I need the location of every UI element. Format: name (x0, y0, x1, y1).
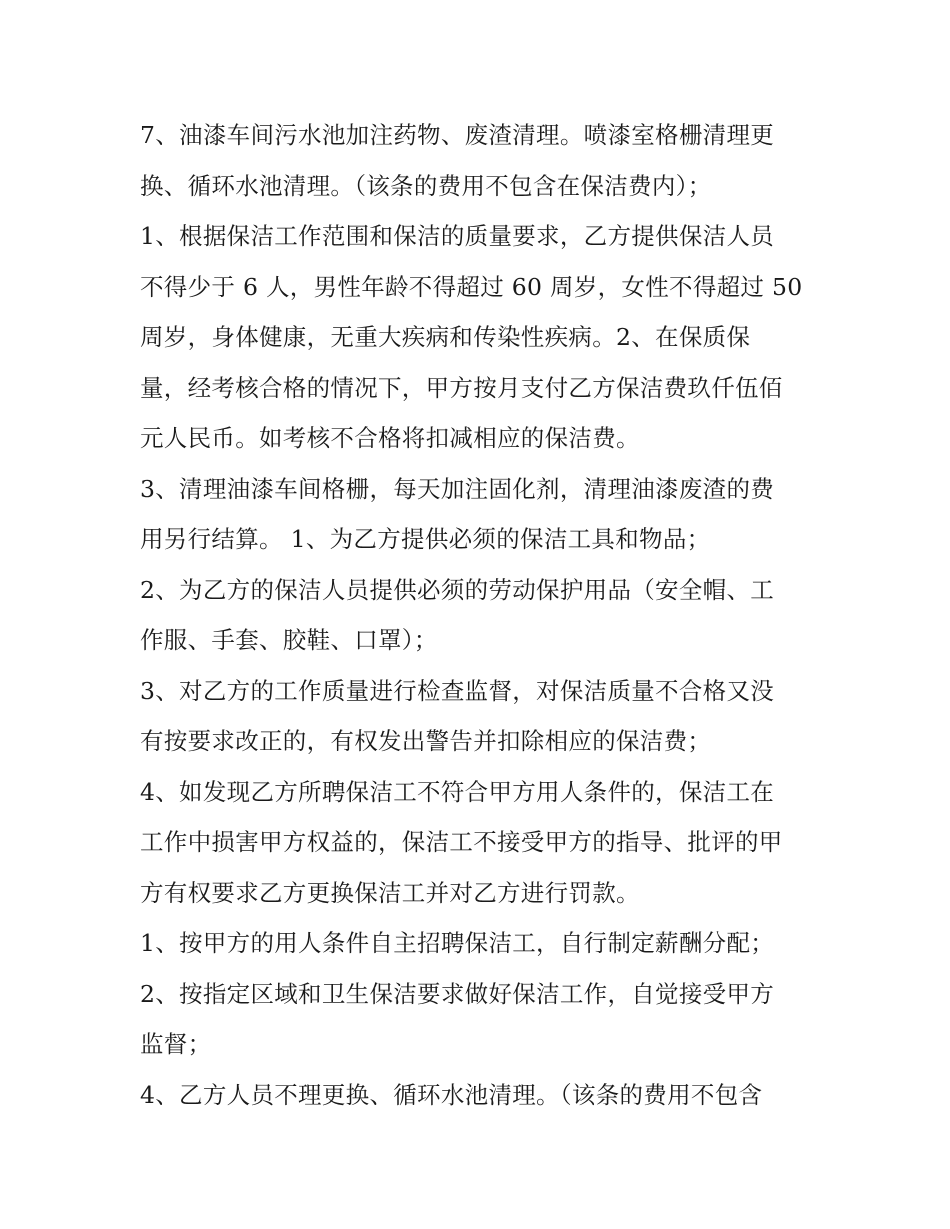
text-line: 1、按甲方的用人条件自主招聘保洁工，自行制定薪酬分配； (140, 929, 775, 957)
text-line: 3、清理油漆车间格栅，每天加注固化剂，清理油漆废渣的费 (140, 474, 775, 503)
text-line: 2、按指定区域和卫生保洁要求做好保洁工作，自觉接受甲方 (140, 979, 775, 1008)
text-line: 周岁，身体健康，无重大疾病和传染性疾病。2、在保质保 (140, 323, 751, 351)
text-line: 监督； (140, 1030, 212, 1058)
text-line: 工作中损害甲方权益的，保洁工不接受甲方的指导、批评的甲 (140, 828, 783, 856)
text-line: 1、根据保洁工作范围和保洁的质量要求，乙方提供保洁人员 (140, 222, 775, 250)
text-line: 元人民币。如考核不合格将扣减相应的保洁费。 (140, 424, 640, 452)
text-line: 2、为乙方的保洁人员提供必须的劳动保护用品（安全帽、工 (140, 575, 775, 604)
text-line: 用另行结算。 1、为乙方提供必须的保洁工具和物品； (140, 525, 711, 553)
text-line: 不得少于 6 人，男性年龄不得超过 60 周岁，女性不得超过 50 (140, 272, 803, 301)
text-line: 作服、手套、胶鞋、口罩）； (140, 626, 438, 654)
text-line: 方有权要求乙方更换保洁工并对乙方进行罚款。 (140, 878, 640, 907)
text-line: 3、对乙方的工作质量进行检查监督，对保洁质量不合格又没 (140, 676, 775, 705)
text-line: 换、循环水池清理。（该条的费用不包含在保洁费内）； (140, 171, 712, 200)
text-line: 量，经考核合格的情况下，甲方按月支付乙方保洁费玖仟伍佰 (140, 373, 783, 402)
text-line: 7、油漆车间污水池加注药物、废渣清理。喷漆室格栅清理更 (140, 121, 775, 149)
text-line: 有按要求改正的，有权发出警告并扣除相应的保洁费； (140, 727, 712, 755)
text-line: 4、乙方人员不理更换、循环水池清理。（该条的费用不包含 (140, 1080, 763, 1109)
text-line: 4、如发现乙方所聘保洁工不符合甲方用人条件的，保洁工在 (140, 777, 775, 806)
document-body (140, 110, 812, 1120)
